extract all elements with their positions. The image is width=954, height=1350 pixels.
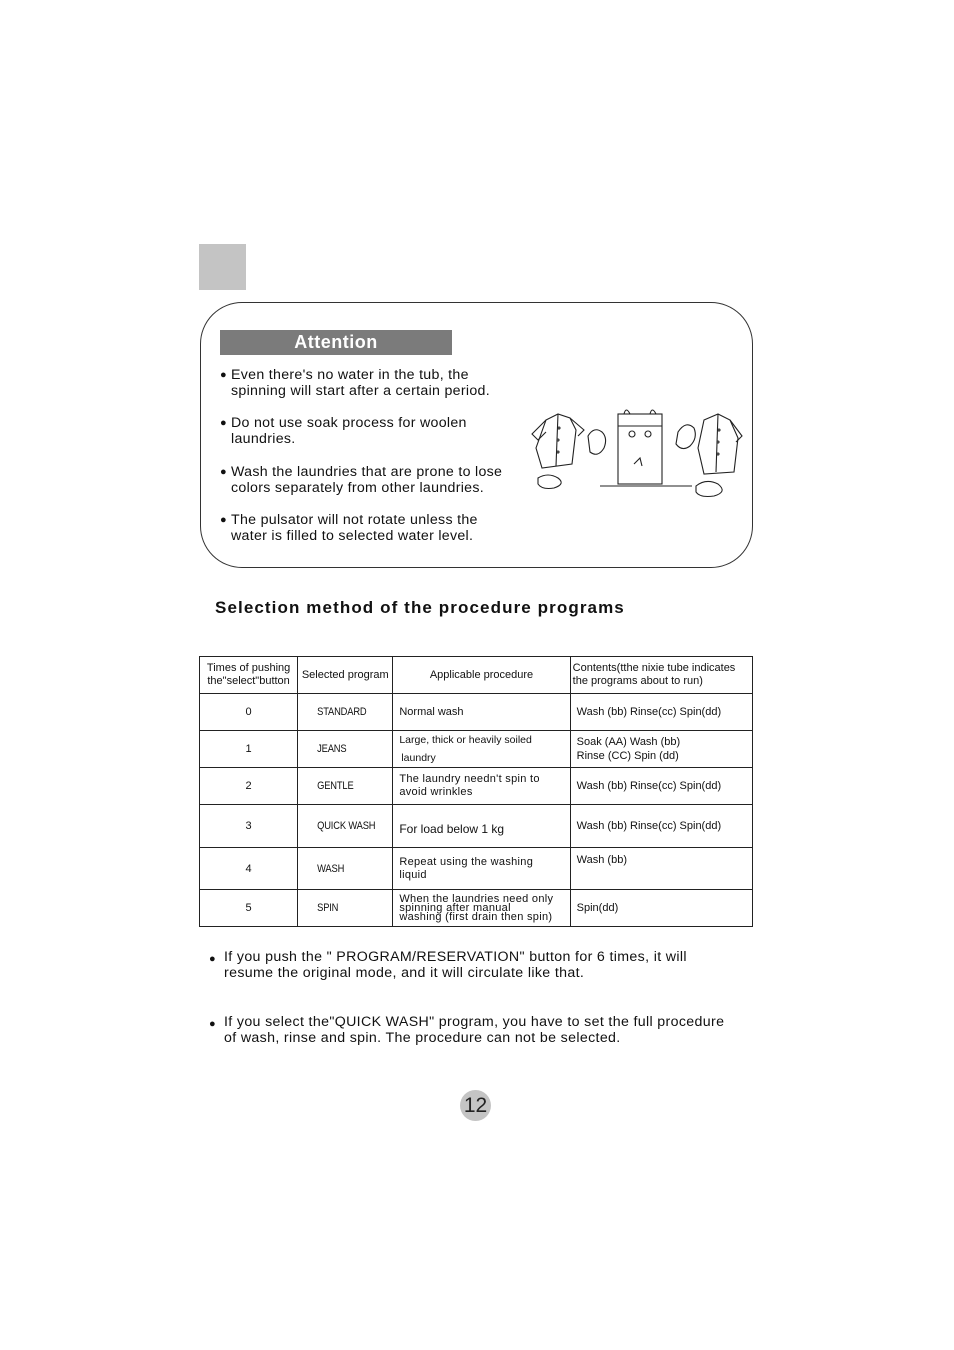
bullet-dot-icon: ●: [220, 417, 227, 429]
bullet-dot-icon: ●: [220, 466, 227, 478]
attention-bullet-1: ● Even there's no water in the tub, the spinning will start after a certain period.: [220, 367, 490, 399]
section-marker-square: [199, 244, 246, 290]
washing-machine-with-clothes-icon: [528, 408, 743, 500]
table-row: 5 SPIN When the laundries need only spinning after manual washing (first drain then spin) Spin(dd): [200, 890, 753, 927]
bullet-dot-icon: ●: [220, 369, 227, 381]
bullet-dot-icon: ●: [209, 1018, 216, 1030]
table-row: 2 GENTLE The laundry needn't spin to avoid wrinkles Wash (bb) Rinse(cc) Spin(dd): [200, 768, 753, 805]
header-program: Selected program: [298, 657, 393, 694]
bullet-dot-icon: ●: [209, 953, 216, 965]
section-title: Selection method of the procedure programs: [215, 598, 625, 617]
bullet-dot-icon: ●: [220, 514, 227, 526]
note-1: ● If you push the " PROGRAM/RESERVATION" button for 6 times, it will resume the original mode, and it will circulate like that.: [209, 949, 687, 981]
header-contents: Contents(tthe nixie tube indicates the programs about to run): [570, 657, 752, 694]
attention-title: Attention: [220, 330, 452, 355]
page-number: 12: [460, 1090, 491, 1121]
table-header-row: [200, 657, 753, 694]
header-times: Times of pushing the"select"button: [200, 657, 298, 694]
header-procedure: Applicable procedure: [393, 657, 570, 694]
attention-bullet-2: ● Do not use soak process for woolen laundries.: [220, 415, 467, 447]
attention-bullet-3: ● Wash the laundries that are prone to lose colors separately from other laundries.: [220, 464, 503, 496]
table-row: 3 QUICK WASH For load below 1 kg Wash (bb) Rinse(cc) Spin(dd): [200, 805, 753, 848]
program-table: [199, 656, 753, 927]
table-row: 1 JEANS Large, thick or heavily soiled laundry Soak (AA) Wash (bb) Rinse (CC) Spin (dd): [200, 731, 753, 768]
note-2: ● If you select the"QUICK WASH" program, you have to set the full procedure of wash, rinse and spin. The procedure can not be selected.: [209, 1014, 725, 1046]
table-row: 0 STANDARD Normal wash Wash (bb) Rinse(cc) Spin(dd): [200, 694, 753, 731]
attention-bullet-4: ● The pulsator will not rotate unless the water is filled to selected water level.: [220, 512, 478, 544]
table-row: 4 WASH Repeat using the washing liquid Wash (bb): [200, 848, 753, 890]
